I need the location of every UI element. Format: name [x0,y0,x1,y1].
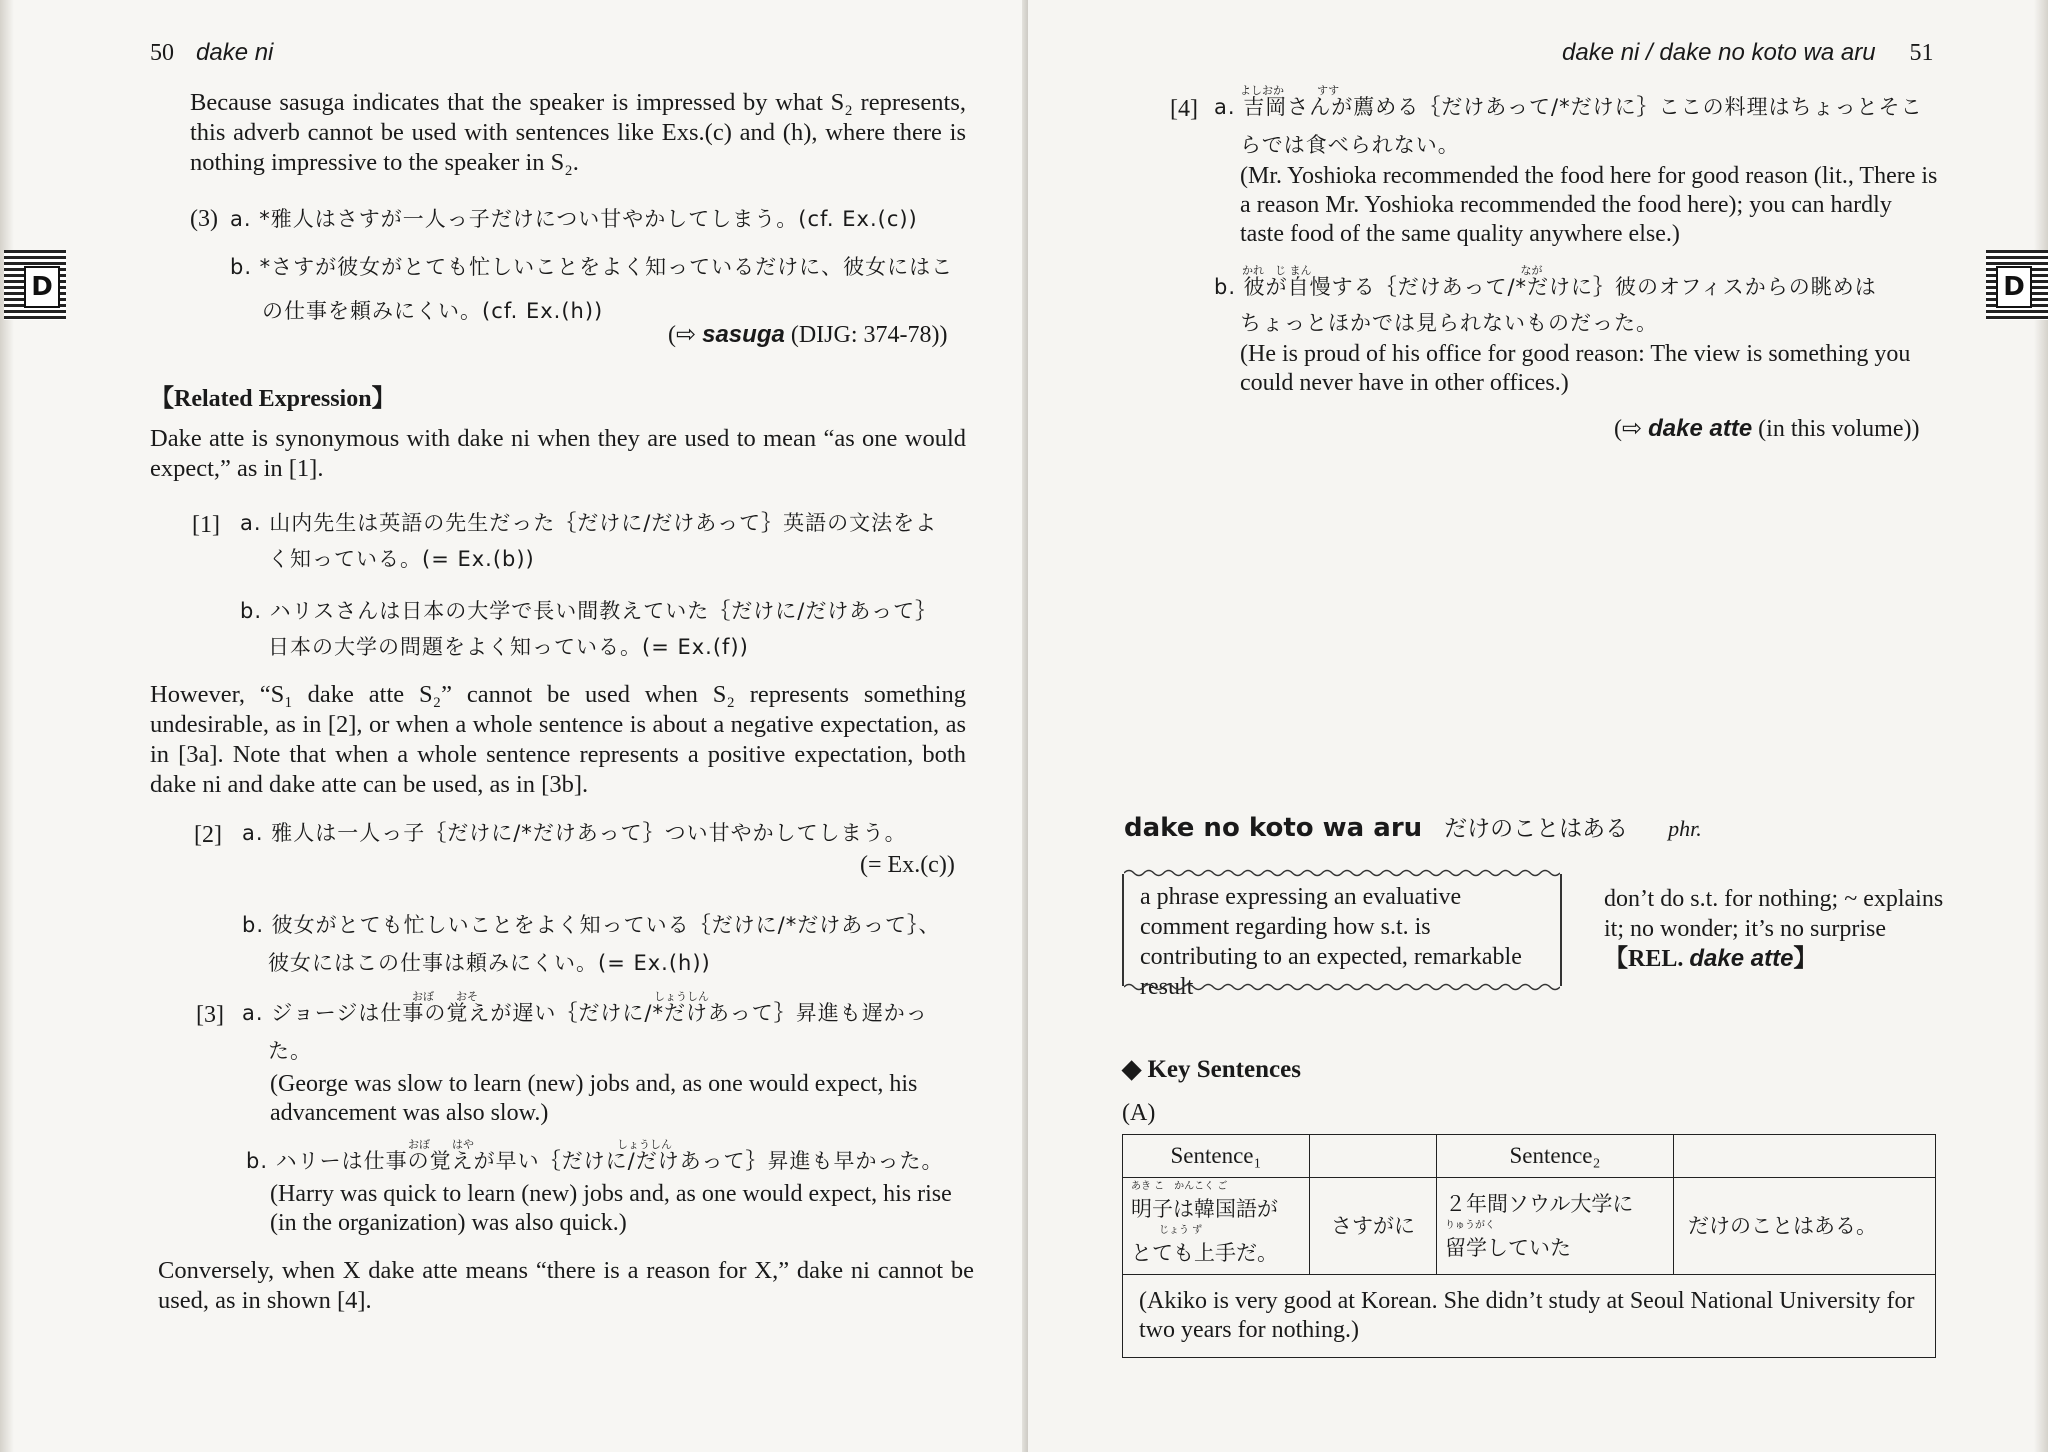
example-1b-line2: 日本の大学の問題をよく知っている。(= Ex.(f)) [268,635,749,659]
wavy-border-top [1124,868,1560,878]
key-sentence-table [1122,1134,1936,1358]
section-tab-d: D [1986,250,2048,320]
ruby-text: よしおか すす [1240,84,1340,97]
table-cell: あき こ かんこく ご 明子は韓国語が じょう ず とても上手だ。 [1123,1178,1310,1275]
table-header-cell [1310,1135,1437,1178]
conversely-paragraph: Conversely, when X dake atte means “there is a reason for X,” dake ni cannot be used, as in shown [4]. [158,1257,974,1314]
table-cell: ２年間ソウル大学に りゅうがく 留学していた [1437,1178,1674,1275]
example-number: [3] [196,1002,224,1028]
page-edge-shadow [0,0,14,1452]
example-3a-translation: (George was slow to learn (new) jobs and, as one would expect, his advancement was also slow.) [270,1071,918,1126]
example-4b-translation: (He is proud of his office for good reason: The view is something you could never have in other offices.) [1240,341,1911,396]
right-running-head [1562,38,1934,67]
example-3a-jp-line1: a. ジョージは仕事の覚えが遅い｛だけに/*だけあって｝昇進も遅かっ [242,1001,928,1025]
example-1b-line1: b. ハリスさんは日本の大学で長い間教えていた｛だけに/だけあって｝ [240,599,938,623]
part-of-speech: phr. [1668,816,1702,841]
table-cell: さすがに [1310,1178,1437,1275]
example-4a-line2: らでは食べられない。 [1240,133,1460,157]
page-number: 50 [150,40,174,66]
running-head-title: dake ni / dake no koto wa aru [1562,39,1876,66]
cross-reference: (⇨ sasuga (DIJG: 374-78)) [668,321,948,348]
example-1a-line1: a. 山内先生は英語の先生だった｛だけに/だけあって｝英語の文法をよ [240,511,938,535]
example-2a: a. 雅人は一人っ子｛だけに/*だけあって｝つい甘やかしてしまう。 [242,821,907,845]
headword-kana: だけのことはある [1444,816,1629,842]
ruby-text: かれ じ まん なが [1242,264,1543,277]
example-1a-line2: く知っている。(= Ex.(b)) [268,547,535,571]
key-sentence-label: (A) [1122,1100,1156,1126]
example-number: [4] [1170,96,1198,122]
example-3b-line1: b. *さすが彼女がとても忙しいことをよく知っているだけに、彼女にはこ [230,255,954,279]
ruby-text: おぼ おそ しょうしん [412,990,709,1003]
however-paragraph: However, “S₁ dake atte S₂” cannot be used when S₂ represents something undesirable, as in [2], or when a whole sentence is about a negative expectation, as in [3a]. Note that when a whole sentence represents a positive expectation, both dake ni and dake atte can be used, as in [3b]. [150,681,966,798]
table-cell: だけのことはある。 [1674,1178,1936,1275]
definition-text: a phrase expressing an evaluative comment regarding how s.t. is contributing to an expected, remarkable result [1140,884,1522,1000]
equivalents-text: don’t do s.t. for nothing; ~ explains it; no wonder; it’s no surprise [1604,886,1944,942]
example-number: [2] [194,822,222,848]
table-row [1123,1275,1936,1358]
example-2b-line1: b. 彼女がとても忙しいことをよく知っている｛だけに/*だけあって｝、 [242,913,941,937]
table-header-cell [1674,1135,1936,1178]
left-running-head [150,38,273,67]
wavy-border-bottom [1124,982,1560,992]
intro-paragraph: Because sasuga indicates that the speaker is impressed by what S₂ represents, this adverb cannot be used with sentences like Exs.(c) and (h), where there is nothing impressive to the speaker in S₂. [190,89,966,176]
running-head-title: dake ni [196,39,274,66]
table-header-row [1123,1135,1936,1178]
example-2b-line2: 彼女にはこの仕事は頼みにくい。(= Ex.(h)) [268,951,711,975]
translation-cell: (Akiko is very good at Korean. She didn’t study at Seoul National University for two years for nothing.) [1123,1275,1936,1358]
entry-headword [1124,810,1702,843]
cross-reference: (⇨ dake atte (in this volume)) [1614,415,1920,442]
table-row [1123,1178,1936,1275]
example-4b-line1: b. 彼が自慢する｛だけあって/*だけに｝彼のオフィスからの眺めは [1214,275,1877,299]
related-expression-heading: 【Related Expression】 [150,386,396,412]
page-edge-shadow [2034,0,2048,1452]
example-3a-jp-line2: た。 [268,1039,312,1063]
example-3b-line2: の仕事を頼みにくい。(cf. Ex.(h)) [262,299,604,323]
example-number: [1] [192,512,220,538]
related-paragraph: Dake atte is synonymous with dake ni when they are used to mean “as one would expect,” as in [1]. [150,425,966,482]
example-3a: a. *雅人はさすが一人っ子だけについ甘やかしてしまう。(cf. Ex.(c)) [230,207,918,231]
table-header-cell: Sentence₂ [1437,1135,1674,1178]
english-equivalents [1604,884,1944,974]
example-4a-line1: a. 吉岡さんが薦める｛だけあって/*だけに｝ここの料理はちょっとそこ [1214,95,1923,119]
related-expression-tag: 【REL. dake atte】 [1604,945,1818,972]
section-tab-d: D [4,250,66,320]
example-2a-reference: (= Ex.(c)) [860,852,955,878]
key-sentences-heading: ◆ Key Sentences [1122,1056,1301,1083]
example-4b-line2: ちょっとほかでは見られないものだった。 [1240,311,1658,335]
headword-romaji: dake no koto wa aru [1124,813,1423,843]
ruby-text: おぼ はや しょうしん [408,1138,672,1151]
definition-box [1122,874,1562,1000]
example-4a-translation: (Mr. Yoshioka recommended the food here for good reason (lit., There is a reason Mr. Yoshioka recommended the food here); you can hardly taste food of the same quality anywhere else.) [1240,163,1938,247]
table-header-cell: Sentence₁ [1123,1135,1310,1178]
example-number: (3) [190,206,218,232]
example-3b-jp: b. ハリーは仕事の覚えが早い｛だけに/だけあって｝昇進も早かった。 [246,1149,944,1173]
example-3b-translation: (Harry was quick to learn (new) jobs and, as one would expect, his rise (in the organization) was also quick.) [270,1181,952,1236]
page-number: 51 [1909,40,1934,66]
